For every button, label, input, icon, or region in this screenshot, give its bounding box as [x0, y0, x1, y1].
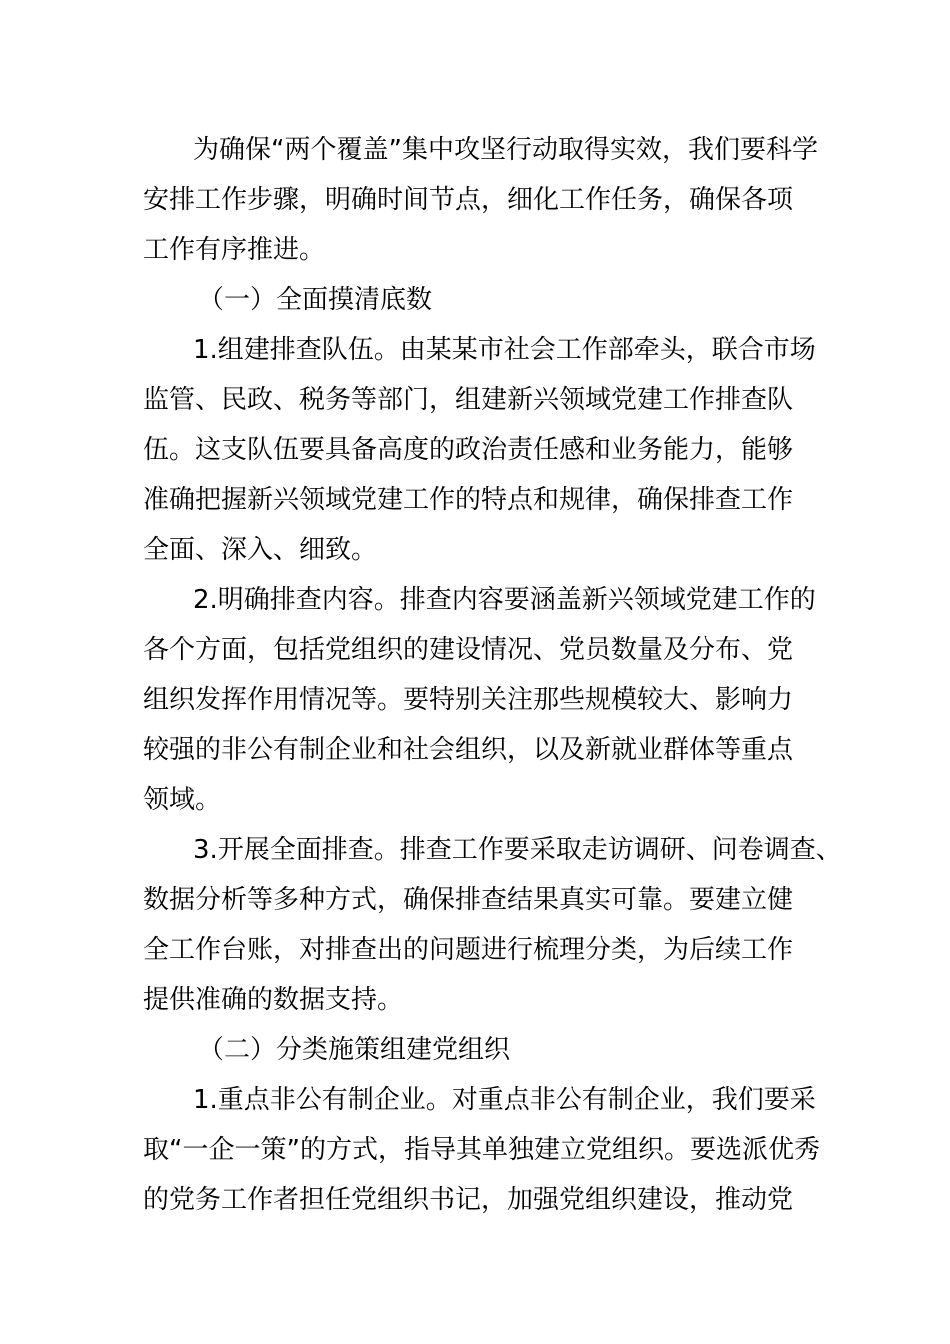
text-line: 数据分析等多种方式，确保排查结果真实可靠。要建立健 — [143, 885, 794, 915]
text-line: 全面、深入、细致。 — [143, 535, 378, 565]
section-heading: （二）分类施策组建党组织 — [198, 1035, 511, 1065]
text-line: 工作有序推进。 — [143, 235, 326, 265]
text-line: 提供准确的数据支持。 — [143, 985, 404, 1015]
text-line: 准确把握新兴领域党建工作的特点和规律，确保排查工作 — [143, 485, 794, 515]
text-line: 3.开展全面排查。排查工作要采取走访调研、问卷调查、 — [193, 835, 842, 865]
text-line: 全工作台账，对排查出的问题进行梳理分类，为后续工作 — [143, 935, 794, 965]
text-line: 为确保“两个覆盖”集中攻坚行动取得实效，我们要科学 — [193, 135, 818, 165]
text-line: 2.明确排查内容。排查内容要涵盖新兴领域党建工作的 — [193, 585, 816, 615]
text-line: 安排工作步骤，明确时间节点，细化工作任务，确保各项 — [143, 185, 794, 215]
text-line: 较强的非公有制企业和社会组织，以及新就业群体等重点 — [143, 735, 794, 765]
text-line: 1.重点非公有制企业。对重点非公有制企业，我们要采 — [193, 1085, 816, 1115]
text-line: 取“一企一策”的方式，指导其单独建立党组织。要选派优秀 — [143, 1135, 820, 1165]
text-line: 的党务工作者担任党组织书记，加强党组织建设，推动党 — [143, 1185, 794, 1215]
text-line: 各个方面，包括党组织的建设情况、党员数量及分布、党 — [143, 635, 794, 665]
text-line: 1.组建排查队伍。由某某市社会工作部牵头，联合市场 — [193, 335, 816, 365]
text-line: 领域。 — [143, 785, 222, 815]
text-line: 监管、民政、税务等部门，组建新兴领域党建工作排查队 — [143, 385, 794, 415]
text-line: 伍。这支队伍要具备高度的政治责任感和业务能力，能够 — [143, 435, 794, 465]
text-line: 组织发挥作用情况等。要特别关注那些规模较大、影响力 — [143, 685, 794, 715]
section-heading: （一）全面摸清底数 — [198, 285, 433, 315]
